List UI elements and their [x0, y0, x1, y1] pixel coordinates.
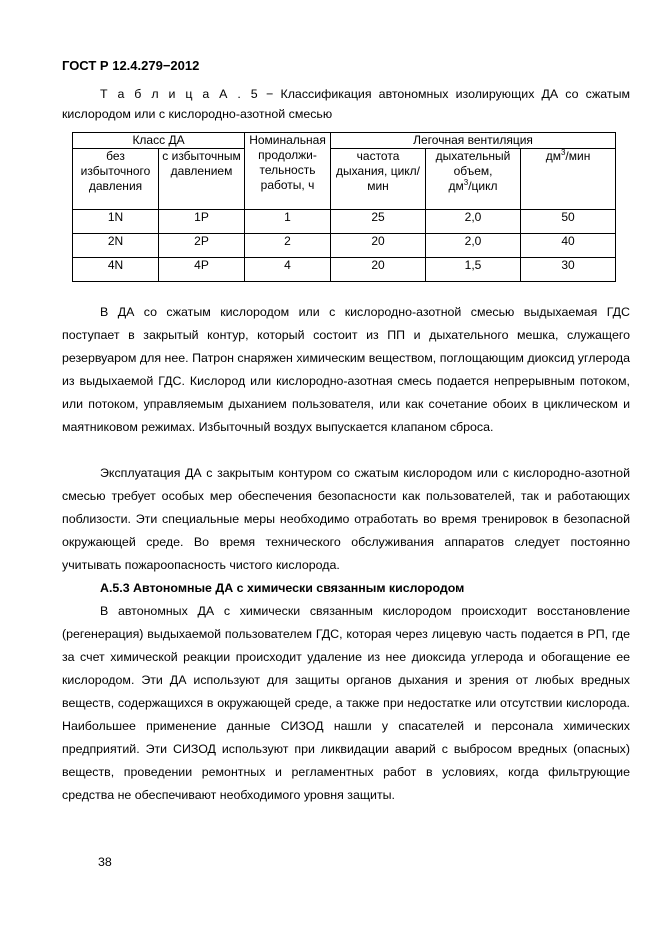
table-caption [62, 84, 630, 104]
paragraph-block-2 [62, 462, 630, 600]
table-cell: 2 [245, 234, 331, 258]
header-minute-volume-a: дм [545, 149, 561, 163]
table-cell: 50 [521, 210, 616, 234]
header-minute-volume-b: /мин [565, 149, 591, 163]
header-tidal-volume-sup: 3 [463, 178, 469, 187]
table-cell: 20 [331, 234, 426, 258]
classification-table [72, 132, 616, 282]
header-no-excess-pressure: без избыточного давления [73, 149, 159, 210]
table-cell: 40 [521, 234, 616, 258]
header-nominal-duration: Номинальная продолжи-тельность работы, ч [245, 133, 331, 210]
header-breathing-frequency: частота дыхания, цикл/мин [331, 149, 426, 210]
table-row [73, 258, 616, 282]
table-cell: 1 [245, 210, 331, 234]
table-caption-label: Т а б л и ц а А . 5 [100, 87, 259, 101]
table-row [73, 234, 616, 258]
table-caption-text: − Классификация автономных изолирующих ДА со сжатым [259, 87, 630, 101]
paragraph-block-1 [62, 301, 630, 439]
header-tidal-volume-a: дыхательный объем, [435, 149, 511, 178]
table-cell: 1N [73, 210, 159, 234]
page-number: 38 [98, 855, 112, 869]
table-cell: 4N [73, 258, 159, 282]
document-header: ГОСТ Р 12.4.279−2012 [62, 58, 200, 73]
table-cell: 2,0 [426, 210, 521, 234]
table-cell: 4 [245, 258, 331, 282]
paragraph: В ДА со сжатым кислородом или с кислородно-азотной смесью выдыхаемая ГДС поступает в закрытый контур, который состоит из ПП и дыхательного мешка, служащего резервуаром для нее. Патрон снаряжен химическим веществом, поглощающим диоксид углерода из выдыхаемой ГДС. Кислород или кислородно-азотная смесь подается непрерывным потоком, или потоком, управляемым дыханием пользователя, или как сочетание обоих в циклическом и маятниковом режимах. Избыточный воздух выпускается клапаном сброса. [62, 305, 630, 434]
header-tidal-volume-c: /цикл [468, 179, 498, 193]
header-minute-volume [521, 149, 616, 210]
table-cell: 2P [159, 234, 245, 258]
header-minute-volume-sup: 3 [560, 148, 566, 157]
table-cell: 1,5 [426, 258, 521, 282]
table-caption-continued: кислородом или с кислородно-азотной смесью [62, 107, 333, 121]
table-cell: 30 [521, 258, 616, 282]
table-cell: 20 [331, 258, 426, 282]
paragraph-block-3 [62, 600, 630, 807]
table-cell: 4P [159, 258, 245, 282]
header-excess-pressure: с избыточным давлением [159, 149, 245, 210]
header-ventilation: Легочная вентиляция [331, 133, 616, 149]
section-heading: А.5.3 Автономные ДА с химически связанным кислородом [100, 581, 465, 595]
table-row [73, 210, 616, 234]
paragraph: Эксплуатация ДА с закрытым контуром со сжатым кислородом или с кислородно-азотной смесью требует особых мер обеспечения безопасности как пользователей, так и работающих поблизости. Эти специальные меры необходимо отработать во время тренировок в безопасной окружающей среде. Во время технического обслуживания аппаратов следует постоянно учитывать пожароопасность чистого кислорода. [62, 466, 630, 572]
paragraph: В автономных ДА с химически связанным кислородом происходит восстановление (регенерация) выдыхаемой пользователем ГДС, которая через лицевую часть подается в РП, где за счет химической реакции происходит удаление из нее диоксида углерода и обогащение ее кислородом. Эти ДА используют для защиты органов дыхания и зрения от любых вредных веществ, содержащихся в окружающей среде, а также при недостатке или отсутствии кислорода. Наибольшее применение данные СИЗОД нашли у спасателей и персонала химических предприятий. Эти СИЗОД используют при ликвидации аварий с выбросом вредных (опасных) веществ, проведении ремонтных и регламентных работ в условиях, когда фильтрующие средства не обеспечивают необходимого уровня защиты. [62, 604, 630, 802]
table-cell: 25 [331, 210, 426, 234]
table-cell: 1P [159, 210, 245, 234]
header-tidal-volume-b: дм [448, 179, 464, 193]
table-cell: 2,0 [426, 234, 521, 258]
header-class: Класс ДА [73, 133, 245, 149]
header-tidal-volume [426, 149, 521, 210]
table-cell: 2N [73, 234, 159, 258]
